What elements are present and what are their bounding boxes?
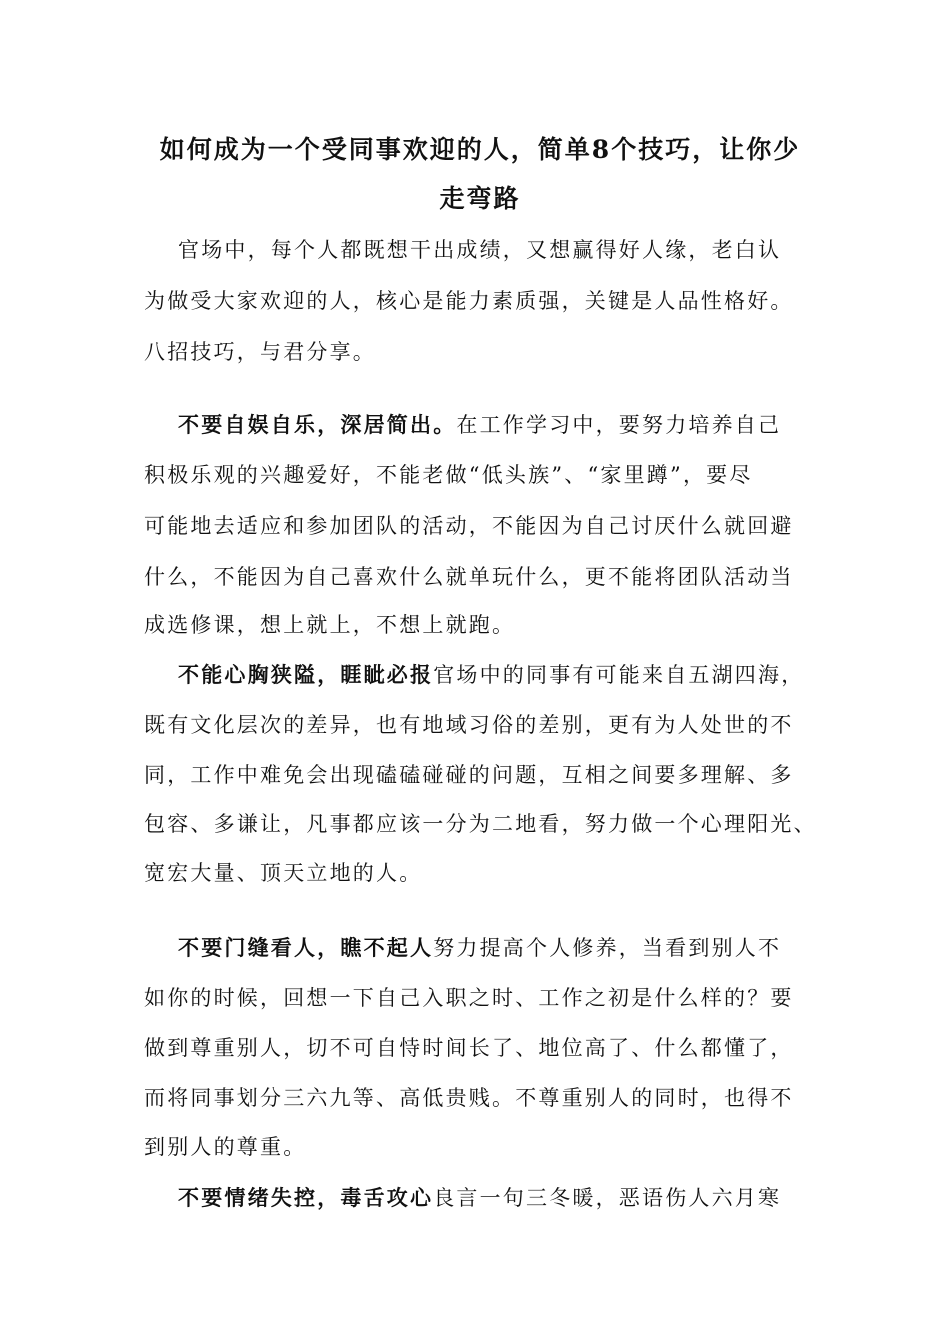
section-3-line-2: 如你的时候，回想一下自己入职之时、工作之初是什么样的？要 (144, 986, 794, 1010)
section-2-line-5: 宽宏大量、顶天立地的人。 (144, 861, 423, 885)
section-1-first-rest: 在工作学习中，要努力培养自己 (456, 413, 782, 437)
intro-line-1: 官场中，每个人都既想干出成绩，又想赢得好人缘，老白认 (178, 238, 782, 262)
section-4-lead: 不要情绪失控，毒舌攻心 (178, 1185, 434, 1210)
section-2-line-4: 包容、多谦让，凡事都应该一分为二地看，努力做一个心理阳光、 (144, 812, 817, 836)
section-1-line-4: 什么，不能因为自己喜欢什么就单玩什么，更不能将团队活动当 (144, 565, 794, 589)
section-1-first-line (178, 410, 781, 440)
section-2-lead: 不能心胸狭隘，睚眦必报 (178, 662, 434, 687)
section-2-first-line (178, 660, 804, 690)
section-2-first-rest: 官场中的同事有可能来自五湖四海， (433, 663, 805, 687)
document-title-line-1: 如何成为一个受同事欢迎的人，简单8个技巧，让你少 (159, 135, 801, 164)
section-1-line-2: 积极乐观的兴趣爱好，不能老做“低头族”、“家里蹲”，要尽 (144, 463, 753, 487)
section-1-lead: 不要自娱自乐，深居简出。 (178, 412, 457, 437)
section-3-first-line (178, 933, 781, 963)
section-3-line-3: 做到尊重别人，切不可自恃时间长了、地位高了、什么都懂了， (144, 1036, 794, 1060)
section-3-line-5: 到别人的尊重。 (144, 1135, 307, 1159)
section-3-lead: 不要门缝看人，瞧不起人 (178, 935, 434, 960)
intro-line-3: 八招技巧，与君分享。 (144, 340, 376, 364)
section-3-first-rest: 努力提高个人修养，当看到别人不 (433, 936, 782, 960)
intro-line-2: 为做受大家欢迎的人，核心是能力素质强，关键是人品性格好。 (144, 289, 794, 313)
section-4-first-rest: 良言一句三冬暖，恶语伤人六月寒 (433, 1186, 782, 1210)
section-2-line-3: 同，工作中难免会出现磕磕碰碰的问题，互相之间要多理解、多 (144, 763, 794, 787)
section-2-line-2: 既有文化层次的差异，也有地域习俗的差别，更有为人处世的不 (144, 713, 794, 737)
section-4-first-line (178, 1183, 781, 1213)
section-3-line-4: 而将同事划分三六九等、高低贵贱。不尊重别人的同时，也得不 (144, 1086, 794, 1110)
section-1-line-5: 成选修课，想上就上，不想上就跑。 (144, 613, 516, 637)
document-title-line-2: 走弯路 (439, 184, 521, 213)
section-1-line-3: 可能地去适应和参加团队的活动，不能因为自己讨厌什么就回避 (144, 514, 794, 538)
